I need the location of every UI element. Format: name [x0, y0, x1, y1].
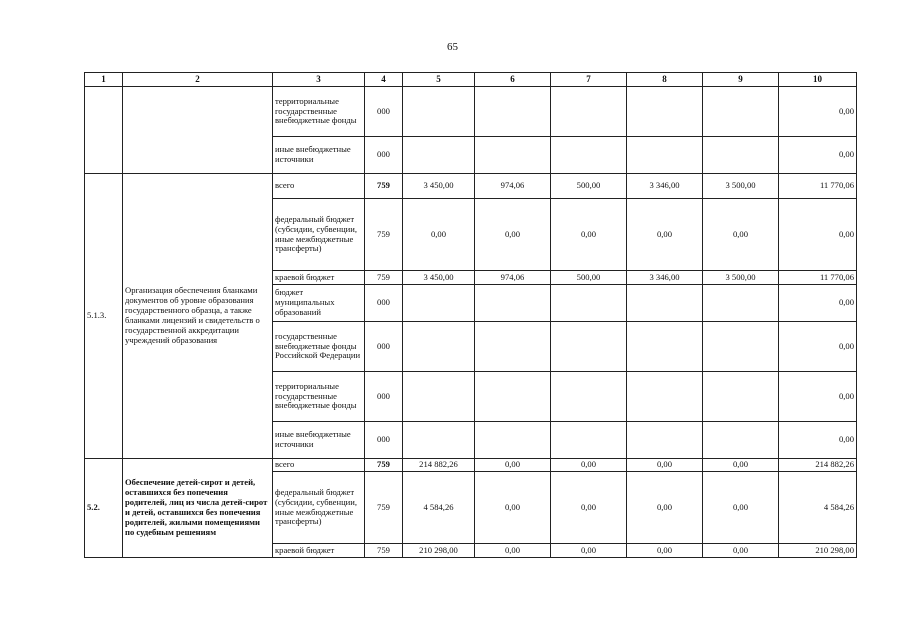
value-cell: 0,00 — [703, 199, 779, 271]
column-header: 3 — [273, 73, 365, 87]
total-cell: 0,00 — [779, 285, 857, 322]
value-cell: 500,00 — [551, 174, 627, 199]
value-cell — [703, 372, 779, 422]
item-number: 5.1.3. — [85, 174, 123, 459]
value-cell: 974,06 — [475, 271, 551, 285]
table-row — [85, 459, 857, 472]
value-cell — [475, 372, 551, 422]
value-cell — [551, 372, 627, 422]
value-cell — [627, 285, 703, 322]
value-cell — [627, 372, 703, 422]
budget-table — [84, 72, 857, 558]
value-cell: 500,00 — [551, 271, 627, 285]
total-cell: 11 770,06 — [779, 174, 857, 199]
value-cell — [627, 87, 703, 137]
column-header: 1 — [85, 73, 123, 87]
item-name — [123, 87, 273, 174]
value-cell: 0,00 — [627, 544, 703, 558]
total-cell: 210 298,00 — [779, 544, 857, 558]
item-name: Обеспечение детей-сирот и детей, оставшихся без попечения родителей, лиц из числа детей-сирот и детей, оставшихся без попечения родителей, жилыми помещениями по судебным решениям — [123, 459, 273, 558]
column-header: 8 — [627, 73, 703, 87]
value-cell — [403, 137, 475, 174]
value-cell: 3 346,00 — [627, 174, 703, 199]
value-cell: 0,00 — [627, 199, 703, 271]
value-cell — [403, 285, 475, 322]
value-cell: 0,00 — [475, 472, 551, 544]
value-cell: 0,00 — [627, 472, 703, 544]
funding-source: территориальные государственные внебюджетные фонды — [273, 372, 365, 422]
value-cell — [403, 322, 475, 372]
funding-source: иные внебюджетные источники — [273, 137, 365, 174]
value-cell: 3 450,00 — [403, 174, 475, 199]
budget-code: 000 — [365, 87, 403, 137]
value-cell — [551, 322, 627, 372]
value-cell: 0,00 — [703, 472, 779, 544]
column-header: 9 — [703, 73, 779, 87]
column-header: 4 — [365, 73, 403, 87]
funding-source: краевой бюджет — [273, 271, 365, 285]
value-cell: 0,00 — [403, 199, 475, 271]
total-cell: 0,00 — [779, 422, 857, 459]
funding-source: территориальные государственные внебюджетные фонды — [273, 87, 365, 137]
value-cell: 3 346,00 — [627, 271, 703, 285]
column-header: 6 — [475, 73, 551, 87]
value-cell: 0,00 — [703, 544, 779, 558]
budget-code: 000 — [365, 372, 403, 422]
funding-source: краевой бюджет — [273, 544, 365, 558]
value-cell: 3 500,00 — [703, 271, 779, 285]
value-cell: 0,00 — [551, 472, 627, 544]
item-name: Организация обеспечения бланками документов об уровне образования государственного образца, а также бланками лицензий и свидетельств о государственной аккредитации учреждений образования — [123, 174, 273, 459]
value-cell — [627, 322, 703, 372]
table-row — [85, 87, 857, 137]
value-cell: 0,00 — [475, 199, 551, 271]
funding-source: иные внебюджетные источники — [273, 422, 365, 459]
value-cell — [703, 87, 779, 137]
value-cell: 974,06 — [475, 174, 551, 199]
total-cell: 4 584,26 — [779, 472, 857, 544]
value-cell — [475, 137, 551, 174]
value-cell — [703, 285, 779, 322]
budget-code: 759 — [365, 472, 403, 544]
value-cell — [475, 285, 551, 322]
value-cell: 4 584,26 — [403, 472, 475, 544]
column-header: 7 — [551, 73, 627, 87]
value-cell — [475, 422, 551, 459]
budget-code: 759 — [365, 199, 403, 271]
value-cell — [551, 285, 627, 322]
value-cell — [403, 422, 475, 459]
total-cell: 214 882,26 — [779, 459, 857, 472]
value-cell — [403, 87, 475, 137]
value-cell — [627, 422, 703, 459]
value-cell: 0,00 — [551, 459, 627, 472]
value-cell: 3 500,00 — [703, 174, 779, 199]
value-cell — [703, 422, 779, 459]
value-cell — [551, 422, 627, 459]
budget-code: 759 — [365, 459, 403, 472]
value-cell — [703, 137, 779, 174]
funding-source: федеральный бюджет (субсидии, субвенции, иные межбюджетные трансферты) — [273, 472, 365, 544]
page-number: 65 — [447, 41, 458, 53]
budget-code: 759 — [365, 174, 403, 199]
total-cell: 0,00 — [779, 199, 857, 271]
value-cell: 214 882,26 — [403, 459, 475, 472]
total-cell: 11 770,06 — [779, 271, 857, 285]
funding-source: всего — [273, 459, 365, 472]
value-cell — [627, 137, 703, 174]
budget-code: 000 — [365, 285, 403, 322]
funding-source: всего — [273, 174, 365, 199]
value-cell: 210 298,00 — [403, 544, 475, 558]
value-cell — [703, 322, 779, 372]
funding-source: государственные внебюджетные фонды Российской Федерации — [273, 322, 365, 372]
column-header: 2 — [123, 73, 273, 87]
value-cell: 0,00 — [475, 544, 551, 558]
total-cell: 0,00 — [779, 87, 857, 137]
item-number: 5.2. — [85, 459, 123, 558]
header-row — [85, 73, 857, 87]
value-cell — [403, 372, 475, 422]
value-cell — [475, 87, 551, 137]
budget-code: 759 — [365, 271, 403, 285]
budget-code: 000 — [365, 422, 403, 459]
value-cell: 0,00 — [475, 459, 551, 472]
value-cell: 0,00 — [703, 459, 779, 472]
budget-code: 759 — [365, 544, 403, 558]
budget-code: 000 — [365, 137, 403, 174]
value-cell: 0,00 — [551, 544, 627, 558]
funding-source: бюджет муниципальных образований — [273, 285, 365, 322]
budget-code: 000 — [365, 322, 403, 372]
funding-source: федеральный бюджет (субсидии, субвенции, иные межбюджетные трансферты) — [273, 199, 365, 271]
total-cell: 0,00 — [779, 372, 857, 422]
total-cell: 0,00 — [779, 137, 857, 174]
value-cell: 3 450,00 — [403, 271, 475, 285]
value-cell: 0,00 — [551, 199, 627, 271]
column-header: 5 — [403, 73, 475, 87]
value-cell — [475, 322, 551, 372]
total-cell: 0,00 — [779, 322, 857, 372]
table-row — [85, 174, 857, 199]
value-cell — [551, 87, 627, 137]
value-cell — [551, 137, 627, 174]
value-cell: 0,00 — [627, 459, 703, 472]
item-number — [85, 87, 123, 174]
column-header: 10 — [779, 73, 857, 87]
